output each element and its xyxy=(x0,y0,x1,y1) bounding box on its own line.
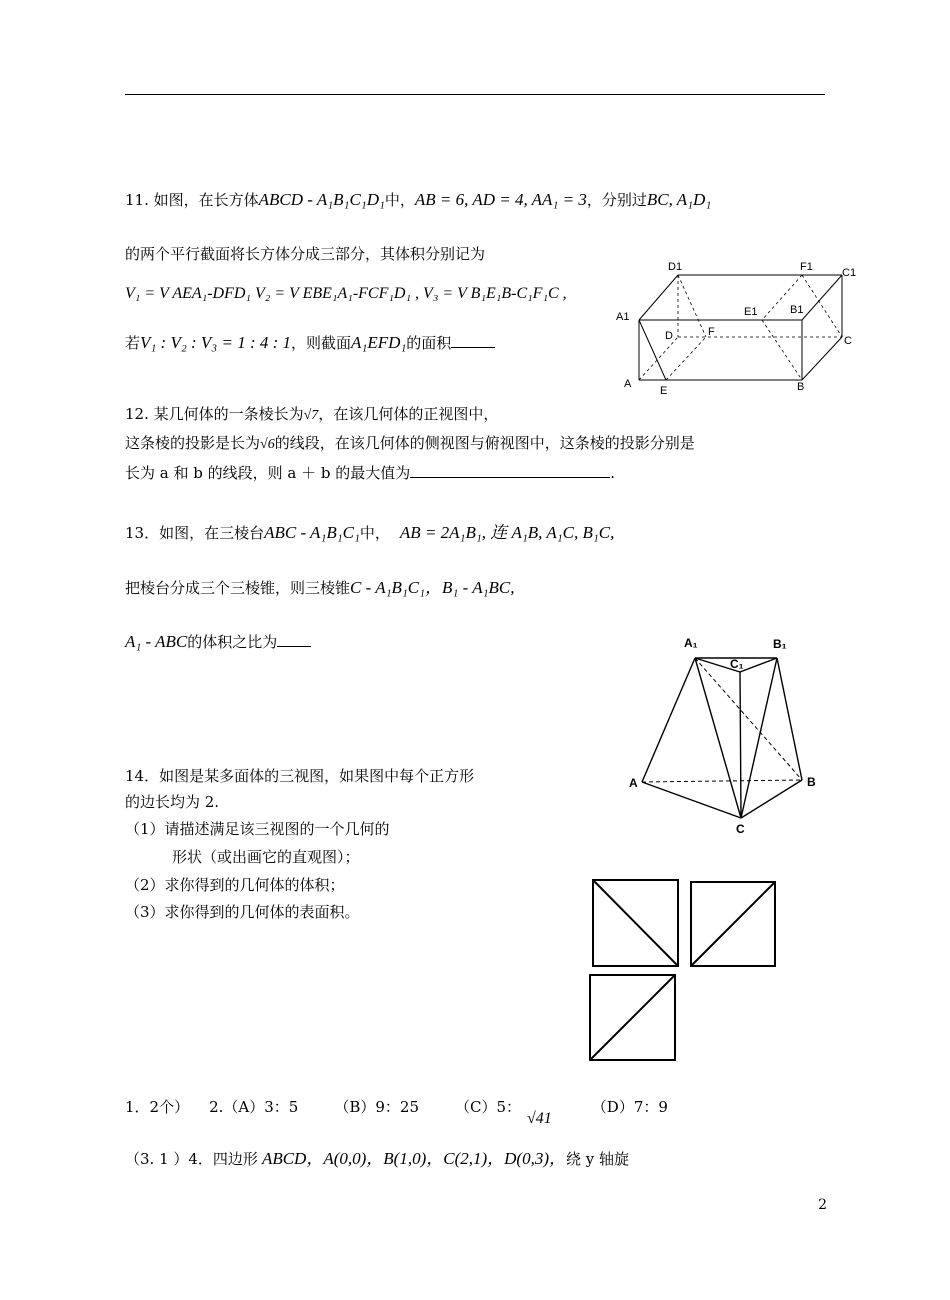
q11-intro: 11. 如图，在长方体 xyxy=(125,191,259,209)
q13-line2 xyxy=(125,578,514,598)
q13-pyramids: C - A₁B₁C₁，B₁ - A₁BC, xyxy=(350,578,515,597)
q11-answer-blank xyxy=(451,347,495,348)
hidden-F1C xyxy=(802,275,842,337)
label-A1: A1 xyxy=(616,311,630,323)
answer-2c-root: √41 xyxy=(527,1110,552,1127)
edge-A1D1 xyxy=(639,275,678,320)
edge-A1A xyxy=(642,658,695,782)
q12-line3 xyxy=(125,463,615,483)
q12-line1 xyxy=(125,404,498,426)
q12-line2 xyxy=(125,433,695,455)
q13-text-a: 把棱台分成三个三棱锥，则三棱锥 xyxy=(125,579,351,597)
q12-root7: √7 xyxy=(303,408,319,423)
q13-pyramid3: A₁ - ABC xyxy=(125,632,188,651)
label-D: D xyxy=(665,330,673,342)
q14-item1b: 形状（或出画它的直观图）； xyxy=(172,848,360,866)
q11-section: A₁EFD₁ xyxy=(351,333,407,352)
q11-edges: BC, A₁D₁ xyxy=(646,190,712,209)
hidden-D1F xyxy=(678,275,706,337)
q14-item2: （2）求你得到的几何体的体积； xyxy=(125,876,345,894)
q11-solid-name: ABCD - A₁B₁C₁D₁ xyxy=(258,190,385,209)
q11-line2: 的两个平行截面将长方体分成三部分，其体积分别记为 xyxy=(125,245,486,263)
edge-B1C xyxy=(741,658,777,818)
q12-answer-blank xyxy=(410,477,610,478)
label-D1: D1 xyxy=(668,261,683,273)
q13-answer-blank xyxy=(277,646,311,647)
edge-BC xyxy=(741,780,802,818)
answer-4-quad: ABCD，A(0,0)，B(1,0)，C(2,1)，D(0,3)， xyxy=(261,1149,566,1168)
q13-line3 xyxy=(125,632,311,652)
label-B1: B₁ xyxy=(773,637,787,651)
header-rule xyxy=(125,94,825,95)
answer-2d: （D）7：9 xyxy=(591,1098,668,1116)
label-A: A xyxy=(629,776,638,790)
q11-line4 xyxy=(125,333,495,353)
q11-ruo: 若 xyxy=(125,334,141,352)
q11-ratio: V₁ : V₂ : V₃ = 1 : 4 : 1 xyxy=(140,333,292,352)
label-B: B xyxy=(797,381,805,393)
q14-item1a: （1）请描述满足该三视图的一个几何的 xyxy=(125,820,390,838)
label-B1: B1 xyxy=(790,304,804,316)
label-E1: E1 xyxy=(744,306,758,318)
top-view-diagonal xyxy=(590,975,675,1060)
edge-C1C xyxy=(740,672,741,818)
q11-mianji: 的面积 xyxy=(406,334,452,352)
answers-line1 xyxy=(125,1097,668,1127)
q13-line1 xyxy=(125,523,614,543)
answer-4-end: 绕 y 轴旋 xyxy=(566,1150,630,1168)
edge-B1B xyxy=(777,658,802,780)
label-C: C xyxy=(844,335,852,347)
answers-line2 xyxy=(125,1149,629,1169)
hidden-AB xyxy=(642,780,802,782)
q13-frustum-figure xyxy=(620,630,835,842)
q14-line2: 的边长均为 2. xyxy=(125,793,220,811)
label-F1: F1 xyxy=(800,261,813,273)
answer-2a: 2.（A）3：5 xyxy=(209,1098,299,1116)
label-E: E xyxy=(660,385,668,397)
q13-text-zhong: 中， xyxy=(359,524,390,542)
q11-text-fenbie: ，分别过 xyxy=(586,191,647,209)
label-A1: A₁ xyxy=(684,636,698,650)
q11-text-zhong: 中， xyxy=(384,191,415,209)
q12-text-a: ，在该几何体的正视图中， xyxy=(318,405,499,423)
side-view-diagonal xyxy=(691,882,775,966)
front-view-diagonal xyxy=(593,880,678,966)
q12-text-d: 长为 a 和 b 的线段，则 a ＋ b 的最大值为 xyxy=(125,464,411,482)
q11-volumes: V₁ = V AEA₁-DFD₁ V₂ = V EBE₁A₁-FCF₁D₁ , V₃ = V B₁E₁B-C₁F₁C , xyxy=(125,285,567,302)
q11-cuboid-figure xyxy=(612,255,862,400)
edge-C1B1 xyxy=(802,275,842,320)
q14-line1: 14．如图是某多面体的三视图，如果图中每个正方形 xyxy=(125,767,475,785)
q13-frustum: ABC - A₁B₁C₁ xyxy=(264,523,360,542)
q12-period: . xyxy=(610,464,616,482)
answer-2c: （C）5： xyxy=(454,1098,522,1116)
q13-condition: AB = 2A₁B₁, 连 A₁B, A₁C, B₁C, xyxy=(399,523,615,542)
edge-A1C xyxy=(695,658,741,818)
label-C: C xyxy=(736,822,745,836)
q13-text-b: 的体积之比为 xyxy=(187,633,278,651)
q11-dims: AB = 6, AD = 4, AA₁ = 3 xyxy=(414,190,587,209)
q11-jiemian: ，则截面 xyxy=(291,334,352,352)
edge-AC xyxy=(642,782,741,818)
hidden-A1B xyxy=(695,658,802,780)
label-F: F xyxy=(708,326,715,338)
q14-three-views xyxy=(585,875,785,1065)
q14-item3: （3）求你得到的几何体的表面积。 xyxy=(125,903,360,921)
q12-root6: √6 xyxy=(260,437,275,452)
q12-intro: 12. 某几何体的一条棱长为 xyxy=(125,405,304,423)
label-B: B xyxy=(807,775,816,789)
edge-BC xyxy=(802,337,842,380)
q13-intro: 13．如图，在三棱台 xyxy=(125,524,265,542)
page-number: 2 xyxy=(818,1197,827,1213)
label-C1: C₁ xyxy=(730,657,744,671)
q12-text-c: 的线段，在该几何体的侧视图与俯视图中，这条棱的投影分别是 xyxy=(274,434,695,452)
edge-B1C1 xyxy=(740,658,777,672)
answer-2b: （B）9：25 xyxy=(334,1098,419,1116)
answer-3: （3. 1 ）4．四边形 xyxy=(125,1150,258,1168)
answer-1: 1．2个） xyxy=(125,1098,190,1116)
label-A: A xyxy=(624,378,632,390)
q12-text-b: 这条棱的投影是长为 xyxy=(125,434,261,452)
q11-line1 xyxy=(125,190,711,210)
label-C1: C1 xyxy=(842,267,857,279)
edge-A1E xyxy=(639,320,666,380)
hidden-E1B xyxy=(762,320,802,380)
